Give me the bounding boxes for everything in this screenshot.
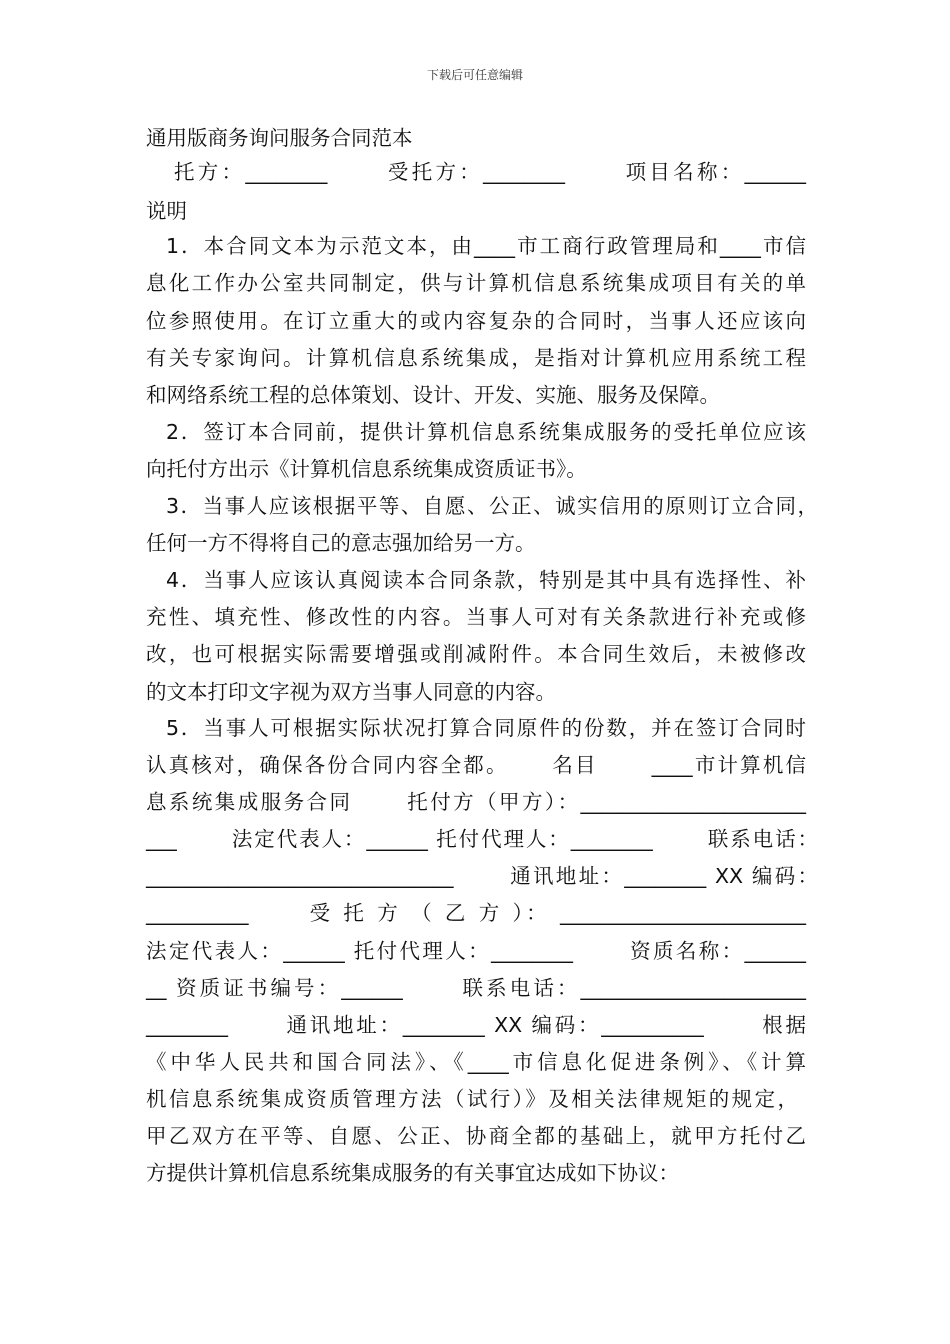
paragraph-line: 有关专家询问。计算机信息系统集成，是指对计算机应用系统工程	[146, 346, 806, 370]
form-line: 息系统集成服务合同 托付方（甲方）：______________________	[146, 790, 806, 814]
paragraph-line: 充性、填充性、修改性的内容。当事人可对有关条款进行补充或修	[146, 605, 806, 629]
form-line: 法定代表人：______ 托付代理人：________ 资质名称：______	[146, 939, 806, 963]
paragraph-line: 3．当事人应该根据平等、自愿、公正、诚实信用的原则订立合同，	[166, 494, 818, 518]
paragraph-line: 向托付方出示《计算机信息系统集成资质证书》。	[146, 457, 587, 481]
paragraph-line: 《中华人民共和国合同法》、《____市信息化促进条例》、《计算	[146, 1050, 806, 1074]
paragraph-line: 2．签订本合同前，提供计算机信息系统集成服务的受托单位应该	[166, 420, 806, 444]
paragraph-line: 4．当事人应该认真阅读本合同条款，特别是其中具有选择性、补	[166, 568, 806, 592]
paragraph-line: 认真核对，确保各份合同内容全都。 名目 ____市计算机信	[146, 753, 806, 777]
document-title: 通用版商务询问服务合同范本	[146, 126, 413, 150]
paragraph-line: 的文本打印文字视为双方当事人同意的内容。	[146, 680, 556, 704]
form-line: ________ 通讯地址：________ XX 编码：__________ 根据	[146, 1013, 806, 1037]
paragraph-line: 改，也可根据实际需要增强或削减附件。本合同生效后，未被修改	[146, 642, 806, 666]
form-line: ___ 法定代表人：______ 托付代理人：________ 联系电话：	[146, 827, 818, 851]
paragraph-line: 1．本合同文本为示范文本，由____市工商行政管理局和____市信	[166, 234, 806, 258]
form-line: ______________________________ 通讯地址：________ XX 编码：	[146, 864, 818, 888]
paragraph-line: 5．当事人可根据实际状况打算合同原件的份数，并在签订合同时	[166, 716, 806, 740]
section-heading: 说明	[146, 199, 187, 223]
page-header: 下载后可任意编辑	[426, 68, 523, 82]
parties-line: 托方：________ 受托方：________ 项目名称：______	[174, 160, 806, 184]
form-line: __________ 受 托 方 （ 乙 方 ）： ________________________	[146, 901, 806, 925]
paragraph-line: 位参照使用。在订立重大的或内容复杂的合同时，当事人还应该向	[146, 309, 806, 333]
paragraph-line: 和网络系统工程的总体策划、设计、开发、实施、服务及保障。	[146, 383, 720, 407]
paragraph-line: 甲乙双方在平等、自愿、公正、协商全都的基础上，就甲方托付乙	[146, 1124, 806, 1148]
paragraph-line: 任何一方不得将自己的意志强加给另一方。	[146, 531, 536, 555]
paragraph-line: 方提供计算机信息系统集成服务的有关事宜达成如下协议：	[146, 1161, 679, 1185]
paragraph-line: 息化工作办公室共同制定，供与计算机信息系统集成项目有关的单	[146, 271, 806, 295]
form-line: __ 资质证书编号：______ 联系电话：______________________	[146, 976, 806, 1000]
paragraph-line: 机信息系统集成资质管理方法（试行）》及相关法律规矩的规定，	[146, 1087, 798, 1111]
